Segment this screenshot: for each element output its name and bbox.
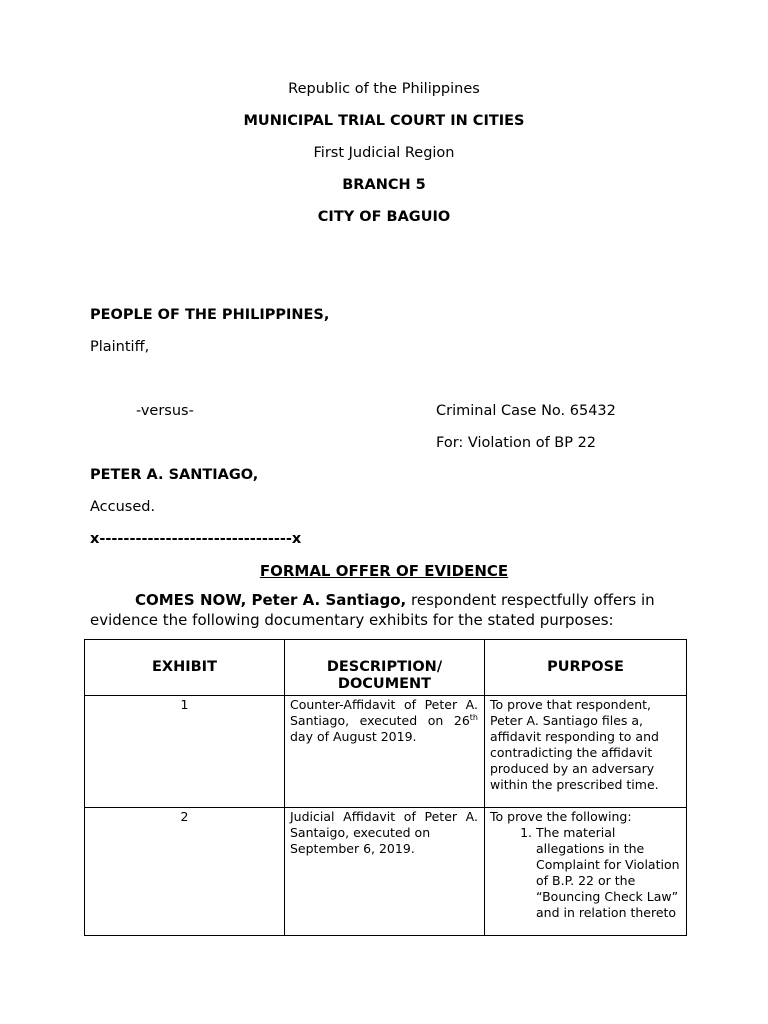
case-offense: For: Violation of BP 22 [436,435,597,451]
description-day: 26 [453,713,470,728]
plaintiff-name: PEOPLE OF THE PHILIPPINES, [90,307,330,323]
header-description-label [285,640,484,693]
accused-name: PETER A. SANTIAGO, [90,467,259,483]
header-description [285,640,485,696]
intro-paragraph [90,590,678,630]
header-purpose [485,640,687,696]
description-text: Counter-Affidavit of Peter A. Santiago, executed on [290,697,478,728]
caption-court: MUNICIPAL TRIAL COURT IN CITIES [243,113,525,129]
purpose-item: 1. The material allegations in the Complaint for Violation of B.P. 22 or the “Bouncing Check Law” and in relation thereto [536,825,682,921]
header-exhibit-label: EXHIBIT [152,659,217,675]
header-description-line2: DOCUMENT [337,676,432,692]
evidence-table [84,639,687,936]
exhibit-description [285,696,485,808]
purpose-intro: To prove the following: [490,809,632,824]
description-date: day of August 2019. [290,729,417,744]
table-row [85,808,687,936]
description-date: September 6, 2019. [290,841,415,856]
plaintiff-role: Plaintiff, [90,339,150,355]
exhibit-description [285,808,485,936]
intro-movant: COMES NOW, Peter A. Santiago, [135,591,407,609]
purpose-list [490,825,682,921]
header-description-line1: DESCRIPTION/ [326,659,443,675]
description-text: Judicial Affidavit of Peter A. Santaigo, executed on [290,809,478,840]
intro-text-2: evidence the following documentary exhibits for the stated purposes: [90,611,614,629]
caption-region: First Judicial Region [313,145,455,161]
exhibit-purpose: To prove that respondent, Peter A. Santiago files a, affidavit responding to and contradicting the affidavit produced by an adversary within the prescribed time. [485,696,687,808]
description-ordinal: th [469,713,478,722]
accused-role: Accused. [90,499,156,515]
intro-text-1: respondent respectfully offers in [406,591,655,609]
caption-separator: x--------------------------------x [90,531,302,547]
caption-branch: BRANCH 5 [342,177,426,193]
versus-label: -versus- [136,403,194,419]
table-row [85,696,687,808]
header-exhibit [85,640,285,696]
header-purpose-label: PURPOSE [547,659,624,675]
exhibit-number: 1 [85,696,285,808]
table-header-row [85,640,687,696]
caption-city: CITY OF BAGUIO [317,209,451,225]
document-title: FORMAL OFFER OF EVIDENCE [259,562,509,580]
exhibit-number: 2 [85,808,285,936]
caption-republic: Republic of the Philippines [288,81,480,97]
case-number: Criminal Case No. 65432 [436,403,616,419]
exhibit-purpose [485,808,687,936]
